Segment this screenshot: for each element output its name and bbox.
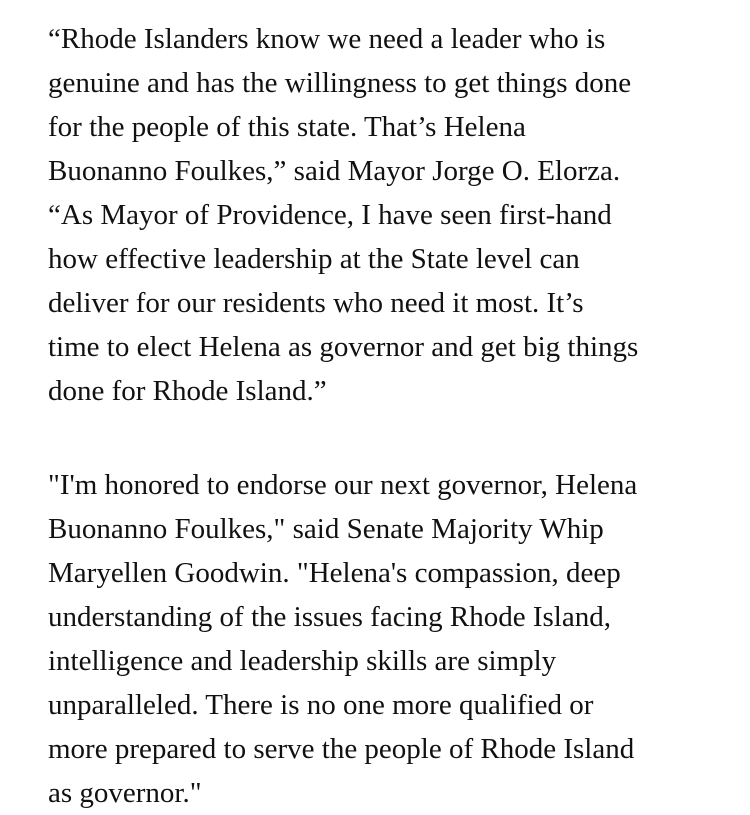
- text-line: intelligence and leadership skills are simply: [48, 645, 557, 677]
- text-line: understanding of the issues facing Rhode Island,: [48, 601, 611, 633]
- paragraph-spacer: [48, 413, 728, 463]
- text-line: unparalleled. There is no one more qualified or: [48, 689, 594, 721]
- text-line: Maryellen Goodwin. "Helena's compassion, deep: [48, 557, 621, 589]
- text-line: Buonanno Foulkes,” said Mayor Jorge O. Elorza.: [48, 155, 621, 187]
- text-line: Buonanno Foulkes," said Senate Majority Whip: [48, 513, 604, 545]
- text-line: time to elect Helena as governor and get big things: [48, 331, 639, 363]
- article-body: [48, 17, 728, 809]
- quote-paragraph-elorza: [48, 17, 728, 413]
- text-line: "I'm honored to endorse our next governor, Helena: [48, 469, 638, 501]
- text-line: for the people of this state. That’s Helena: [48, 111, 526, 143]
- quote-paragraph-goodwin: [48, 463, 728, 809]
- text-line: deliver for our residents who need it most. It’s: [48, 287, 584, 319]
- text-line: more prepared to serve the people of Rhode Island: [48, 733, 635, 765]
- text-line-cut-off: as governor.": [48, 777, 202, 809]
- text-line: genuine and has the willingness to get things done: [48, 67, 632, 99]
- text-line: done for Rhode Island.”: [48, 375, 327, 407]
- text-line: “Rhode Islanders know we need a leader who is: [48, 23, 606, 55]
- text-line: how effective leadership at the State level can: [48, 243, 580, 275]
- text-line: “As Mayor of Providence, I have seen first-hand: [48, 199, 612, 231]
